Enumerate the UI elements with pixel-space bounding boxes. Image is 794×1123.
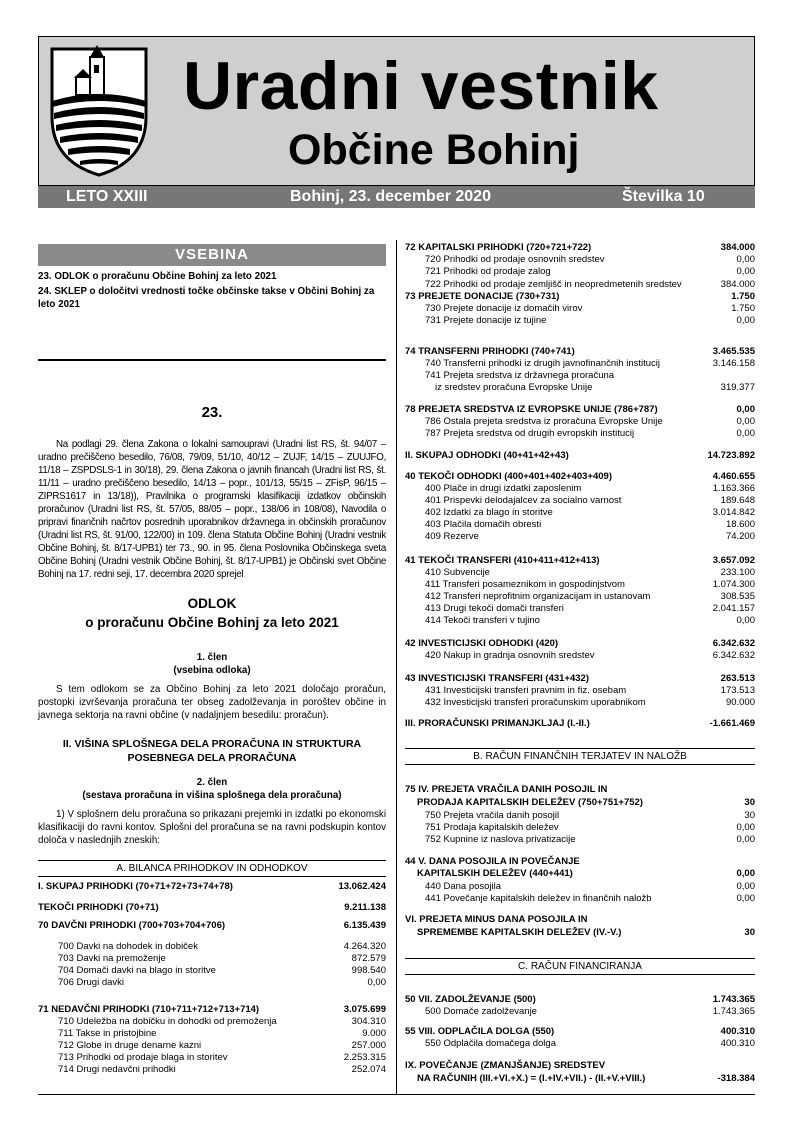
table-row (405, 1026, 755, 1038)
row-label: 730 Prejete donacije iz domačih virov (425, 303, 583, 314)
row-value: 0,00 (736, 315, 755, 326)
masthead-info-bar (38, 186, 755, 208)
table-row (405, 555, 755, 567)
document-number: 23. (201, 404, 223, 421)
row-value: 0,00 (736, 266, 755, 277)
table-row (405, 483, 755, 495)
row-value: 400.310 (720, 1038, 755, 1049)
table-c-header: C. RAČUN FINANCIRANJA (405, 958, 755, 975)
row-value: 13.062.424 (338, 881, 386, 892)
table-row (405, 697, 755, 709)
table-row (405, 519, 755, 531)
table-row (405, 266, 755, 278)
row-value: 0,00 (736, 428, 755, 439)
table-row (405, 927, 755, 939)
table-row (405, 638, 755, 650)
table-row (38, 1028, 386, 1040)
table-row (405, 784, 755, 796)
table-row (405, 893, 755, 905)
table-row (405, 346, 755, 358)
row-value: 0,00 (736, 254, 755, 265)
row-label: 42 INVESTICIJSKI ODHODKI (420) (405, 638, 559, 649)
table-row (405, 1060, 755, 1072)
row-value: 1.750 (731, 303, 755, 314)
row-value: 9.211.138 (344, 902, 386, 913)
row-value: 3.465.535 (712, 346, 755, 357)
divider (38, 359, 386, 361)
row-value: 9.000 (362, 1028, 386, 1039)
odlok-title: ODLOK (187, 596, 237, 611)
clen-2-subtitle: (sestava proračuna in višina splošnega dela proračuna) (82, 790, 342, 801)
row-label: 700 Davki na dohodek in dobiček (58, 941, 198, 952)
table-row (38, 902, 386, 914)
table-row (405, 416, 755, 428)
row-value: 998.540 (351, 965, 386, 976)
table-row (38, 1064, 386, 1076)
table-row (405, 507, 755, 519)
row-value: 1.750 (731, 291, 755, 302)
row-label: 712 Globe in druge denarne kazni (58, 1040, 202, 1051)
row-value: 384.000 (720, 279, 755, 290)
row-value: 872.579 (351, 953, 386, 964)
row-value: 0,00 (736, 893, 755, 904)
table-row (405, 291, 755, 303)
masthead-subtitle: Občine Bohinj (288, 126, 580, 174)
table-row (405, 822, 755, 834)
row-value: 3.014.842 (712, 507, 755, 518)
row-value: 0,00 (736, 834, 755, 845)
row-label: 752 Kupnine iz naslova privatizacije (425, 834, 576, 845)
row-label: 50 VII. ZADOLŽEVANJE (500) (405, 994, 536, 1005)
table-row (38, 965, 386, 977)
table-row (405, 471, 755, 483)
table-row (405, 615, 755, 627)
bohinj-crest-icon (46, 43, 152, 179)
row-label: 713 Prihodki od prodaje blaga in storitev (58, 1052, 228, 1063)
row-label: 740 Transferni prihodki iz drugih javnofinančnih institucij (425, 358, 660, 369)
table-row (405, 797, 755, 809)
clen-2-text: 1) V splošnem delu proračuna so prikazani prejemki in izdatki po ekonomski klasifikaciji do ravni kontov. Splošni del proračuna se na ravni podskupin kontov določa v naslednjih zneskih: (38, 809, 386, 846)
issue-number: Številka 10 (622, 188, 705, 205)
row-label: 706 Drugi davki (58, 977, 125, 988)
row-value: 0,00 (736, 615, 755, 626)
table-b-header: B. RAČUN FINANČNIH TERJATEV IN NALOŽB (405, 748, 755, 765)
row-label: 414 Tekoči transferi v tujino (425, 615, 540, 626)
row-value: 0,00 (736, 881, 755, 892)
table-row (405, 673, 755, 685)
table-row (405, 603, 755, 615)
section-2-heading-line-1: II. VIŠINA SPLOŠNEGA DELA PRORAČUNA IN STRUKTURA (62, 738, 362, 750)
row-value: -1.661.469 (709, 718, 755, 729)
row-value: 1.743.365 (712, 1006, 755, 1017)
row-value: 0,00 (736, 416, 755, 427)
odlok-subtitle: o proračunu Občine Bohinj za leto 2021 (85, 615, 339, 630)
table-row (405, 279, 755, 291)
leto-label: LETO XXIII (66, 188, 148, 205)
row-value: 30 (744, 927, 755, 938)
row-label: 711 Takse in pristojbine (58, 1028, 157, 1039)
table-row (405, 718, 755, 730)
row-label: VI. PREJETA MINUS DANA POSOJILA IN (405, 914, 588, 925)
table-row (405, 1006, 755, 1018)
row-label: 703 Davki na premoženje (58, 953, 166, 964)
row-label: 432 Investicijski transferi proračunskim uporabnikom (425, 697, 646, 708)
table-row (405, 531, 755, 543)
row-label: II. SKUPAJ ODHODKI (40+41+42+43) (405, 450, 569, 461)
row-value: 304.310 (351, 1016, 386, 1027)
clen-1-subtitle: (vsebina odloka) (173, 665, 251, 676)
masthead-title: Uradni vestnik (183, 48, 659, 124)
clen-1-title: 1. člen (196, 652, 228, 663)
row-label: 411 Transferi posameznikom in gospodinjstvom (425, 579, 625, 590)
column-divider (396, 240, 397, 1095)
row-value: 30 (744, 810, 755, 821)
row-label: 409 Rezerve (425, 531, 479, 542)
table-row (405, 856, 755, 868)
table-row (405, 994, 755, 1006)
row-label: 400 Plače in drugi izdatki zaposlenim (425, 483, 582, 494)
table-row (405, 242, 755, 254)
row-value: 3.075.699 (343, 1004, 386, 1015)
row-value: 2.253.315 (343, 1052, 386, 1063)
row-value: 90.000 (725, 697, 755, 708)
row-value: 384.000 (720, 242, 755, 253)
row-value: 233.100 (720, 567, 755, 578)
row-label: 410 Subvencije (425, 567, 490, 578)
row-label: 403 Plačila domačih obresti (425, 519, 542, 530)
row-value: 4.460.655 (712, 471, 755, 482)
table-row (38, 953, 386, 965)
table-row (405, 591, 755, 603)
table-row (405, 834, 755, 846)
row-label: iz sredstev proračuna Evropske Unije (435, 382, 593, 393)
row-value: 252.074 (351, 1064, 386, 1075)
table-row (405, 254, 755, 266)
row-value: 18.600 (725, 519, 755, 530)
row-value: 173.513 (720, 685, 755, 696)
row-label: 75 IV. PREJETA VRAČILA DANIH POSOJIL IN (405, 784, 608, 795)
table-row (405, 370, 755, 382)
row-value: 6.135.439 (343, 920, 386, 931)
table-row (405, 382, 755, 394)
table-a-header: A. BILANCA PRIHODKOV IN ODHODKOV (38, 860, 386, 877)
row-value: 74.200 (725, 531, 755, 542)
row-value: 319.377 (720, 382, 755, 393)
table-row (405, 404, 755, 416)
row-label: KAPITALSKIH DELEŽEV (440+441) (417, 868, 573, 879)
row-label: 43 INVESTICIJSKI TRANSFERI (431+432) (405, 673, 589, 684)
row-label: I. SKUPAJ PRIHODKI (70+71+72+73+74+78) (38, 881, 233, 892)
row-label: III. PRORAČUNSKI PRIMANJKLJAJ (I.-II.) (405, 718, 590, 729)
table-row (405, 650, 755, 662)
issue-date: Bohinj, 23. december 2020 (290, 188, 491, 205)
table-row (405, 685, 755, 697)
row-value: 257.000 (351, 1040, 386, 1051)
row-label: 750 Prejeta vračila danih posojil (425, 810, 560, 821)
table-row (38, 1004, 386, 1016)
table-row (405, 495, 755, 507)
row-label: 71 NEDAVČNI PRIHODKI (710+711+712+713+714) (38, 1004, 260, 1015)
table-row (405, 579, 755, 591)
row-label: 402 Izdatki za blago in storitve (425, 507, 553, 518)
row-label: 401 Prispevki delodajalcev za socialno varnost (425, 495, 622, 506)
row-value: 6.342.632 (712, 638, 755, 649)
row-label: 441 Povečanje kapitalskih deležev in finančnih naložb (425, 893, 652, 904)
row-label: 44 V. DANA POSOJILA IN POVEČANJE (405, 856, 580, 867)
table-row (405, 315, 755, 327)
row-label: 710 Udeležba na dobičku in dohodki od premoženja (58, 1016, 277, 1027)
row-value: 3.146.158 (712, 358, 755, 369)
row-label: 731 Prejete donacije iz tujine (425, 315, 547, 326)
row-label: 714 Drugi nedavčni prihodki (58, 1064, 176, 1075)
vsebina-item-1[interactable]: 23. ODLOK o proračunu Občine Bohinj za leto 2021 (38, 271, 277, 282)
row-value: 0,00 (736, 404, 755, 415)
section-2-heading-line-2: POSEBNEGA DELA PRORAČUNA (127, 752, 297, 764)
row-value: 1.743.365 (712, 994, 755, 1005)
row-label: 721 Prihodki od prodaje zalog (425, 266, 551, 277)
table-row (405, 428, 755, 440)
table-row (38, 920, 386, 932)
row-label: SPREMEMBE KAPITALSKIH DELEŽEV (IV.-V.) (417, 927, 622, 938)
table-row (405, 1038, 755, 1050)
table-row (38, 1016, 386, 1028)
row-value: 3.657.092 (712, 555, 755, 566)
row-value: 400.310 (720, 1026, 755, 1037)
row-value: 308.535 (720, 591, 755, 602)
vsebina-item-2[interactable]: 24. SKLEP o določitvi vrednosti točke občinske takse v Občini Bohinj za leto 2021 (38, 286, 375, 310)
row-label: 751 Prodaja kapitalskih deležev (425, 822, 559, 833)
row-label: 787 Prejeta sredstva od drugih evropskih institucij (425, 428, 635, 439)
row-value: 189.648 (720, 495, 755, 506)
row-label: 73 PREJETE DONACIJE (730+731) (405, 291, 560, 302)
row-label: 440 Dana posojila (425, 881, 502, 892)
row-value: 0,00 (736, 822, 755, 833)
table-row (38, 1040, 386, 1052)
row-label: 431 Investicijski transferi pravnim in fiz. osebam (425, 685, 627, 696)
row-label: 786 Ostala prejeta sredstva iz proračuna Evropske Unije (425, 416, 663, 427)
row-value: 6.342.632 (712, 650, 755, 661)
row-label: 412 Transferi neprofitnim organizacijam in ustanovam (425, 591, 651, 602)
row-label: 722 Prihodki od prodaje zemljišč in neopredmetenih sredstev (425, 279, 682, 290)
row-label: PRODAJA KAPITALSKIH DELEŽEV (750+751+752) (417, 797, 643, 808)
row-label: 72 KAPITALSKI PRIHODKI (720+721+722) (405, 242, 592, 253)
row-value: 0,00 (367, 977, 386, 988)
row-label: 413 Drugi tekoči domači transferi (425, 603, 564, 614)
table-row (38, 977, 386, 989)
table-row (405, 914, 755, 926)
row-label: 41 TEKOČI TRANSFERI (410+411+412+413) (405, 555, 600, 566)
table-row (405, 868, 755, 880)
table-row (38, 881, 386, 893)
row-label: 550 Odplačila domačega dolga (425, 1038, 556, 1049)
row-label: TEKOČI PRIHODKI (70+71) (38, 902, 159, 913)
row-label: 74 TRANSFERNI PRIHODKI (740+741) (405, 346, 575, 357)
row-value: 1.074.300 (712, 579, 755, 590)
clen-2-title: 2. člen (196, 777, 228, 788)
row-value: 1.163.366 (712, 483, 755, 494)
row-value: 14.723.892 (707, 450, 755, 461)
row-value: 2.041.157 (712, 603, 755, 614)
table-row (38, 1052, 386, 1064)
row-value: 30 (744, 797, 755, 808)
table-row (405, 358, 755, 370)
table-row (405, 1073, 755, 1085)
row-value: 263.513 (720, 673, 755, 684)
table-row (405, 810, 755, 822)
clen-1-text: S tem odlokom se za Občino Bohinj za leto 2021 določajo proračun, postopki izvrševanja proračuna ter obseg zadolževanja in poroštev občine in javnega sektorja na ravni občine (v nadaljnjem besedilu: proračun). (38, 684, 386, 721)
row-value: 0,00 (736, 868, 755, 879)
row-label: 500 Domače zadolževanje (425, 1006, 537, 1017)
preamble: Na podlagi 29. člena Zakona o lokalni samoupravi (Uradni list RS, št. 94/07 – uradno prečiščeno besedilo, 76/08, 79/09, 51/10, 40/12 – ZUJF, 14/15 – ZUUJFO, 11/18 – ZSPDSLS-1 in 30/18), 29. člena Zakona o javnih financah (Uradni list RS, št. 11/11 – uradno prečiščeno besedilo, 14/13 – popr., 101/13, 55/15 – ZFisP, 96/15 – ZIPRS1617 in 13/18)), Pravilnika o programski klasifikaciji izdatkov občinskih proračunov (Uradni list RS, št. 57/05, 88/05 – popr., 138/06 in 108/08), Navodila o pripravi finančnih načrtov posrednih uporabnikov državnega in občinskih proračunov (Uradni list RS, št. 91/00, 122/00) in 109. člena Statuta Občine Bohinj (Uradni vestnik Občine Bohinj, št. 8/17-UPB1) ter 73., 90. in 95. člena Poslovnika Občinskega sveta Občine Bohinj (Uradni vestnik Občine Bohinj, št. 8/17-UPB1) je Občinski svet Občine Bohinj na 17. redni seji, 17. decembra 2020 sprejel (38, 439, 386, 580)
row-label: 704 Domači davki na blago in storitve (58, 965, 216, 976)
row-label: 55 VIII. ODPLAČILA DOLGA (550) (405, 1026, 555, 1037)
row-value: 4.264.320 (343, 941, 386, 952)
row-label: 720 Prihodki od prodaje osnovnih sredstev (425, 254, 605, 265)
row-label: 40 TEKOČI ODHODKI (400+401+402+403+409) (405, 471, 613, 482)
row-label: IX. POVEČANJE (ZMANJŠANJE) SREDSTEV (405, 1060, 606, 1071)
table-row (405, 881, 755, 893)
row-value: -318.384 (717, 1073, 755, 1084)
table-row (405, 567, 755, 579)
table-row (405, 450, 755, 462)
row-label: 70 DAVČNI PRIHODKI (700+703+704+706) (38, 920, 226, 931)
row-label: 420 Nakup in gradnja osnovnih sredstev (425, 650, 595, 661)
table-row (405, 303, 755, 315)
row-label: 741 Prejeta sredstva iz državnega proračuna (425, 370, 615, 381)
row-label: NA RAČUNIH (III.+VI.+X.) = (I.+IV.+VII.) - (II.+V.+VIII.) (417, 1073, 646, 1084)
page-bottom-rule (38, 1094, 755, 1095)
row-label: 78 PREJETA SREDSTVA IZ EVROPSKE UNIJE (786+787) (405, 404, 658, 415)
table-row (38, 941, 386, 953)
vsebina-heading: VSEBINA (38, 244, 386, 266)
